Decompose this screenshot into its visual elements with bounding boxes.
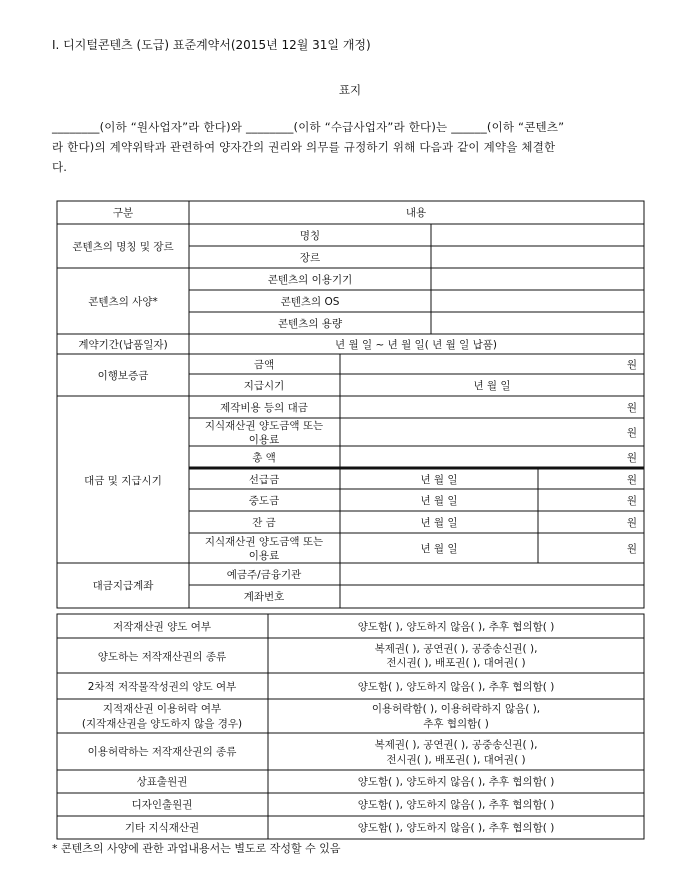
document-title: Ⅰ. 디지털콘텐츠 (도급) 표준계약서(2015년 12월 31일 개정) [52,38,371,52]
account-holder-label: 예금주/금융기관 [226,569,302,581]
spec-label: 콘텐츠의 사양* [88,296,158,308]
bond-pay-time-label: 지급시기 [243,380,285,392]
ip-installment-label-a: 지식재산권 양도금액 또는 [204,536,324,548]
os-label: 콘텐츠의 OS [280,296,340,308]
rights-row-2-value2: 전시권( ), 배포권( ), 대여권( ) [386,657,526,669]
rights-row-7-label: 디자인출원권 [131,799,193,811]
rights-row-5-label: 이용허락하는 저작재산권의 종류 [87,746,237,758]
device-label: 콘텐츠의 이용기기 [267,274,353,286]
rights-row-2-label: 양도하는 저작재산권의 종류 [97,651,227,663]
advance-date: 년 월 일 [420,474,458,486]
rights-table-text [82,620,554,834]
footnote: * 콘텐츠의 사양에 관한 과업내용서는 별도로 작성할 수 있음 [52,842,341,855]
intro-line-3: 다. [52,160,68,174]
period-value: 년 월 일 ~ 년 월 일( 년 월 일 납품) [335,339,497,351]
ip-fee-label-b: 이용료 [248,434,280,446]
bond-label: 이행보증금 [97,370,149,382]
cover-label: 표지 [338,83,362,97]
rights-row-3-label: 2차적 저작물작성권의 양도 여부 [87,681,237,693]
period-label: 계약기간(납품일자) [78,339,168,351]
balance-label: 잔 금 [252,517,276,529]
rights-row-4-value2: 추후 협의함( ) [423,718,489,730]
name-genre-label: 콘텐츠의 명칭 및 장르 [72,241,174,253]
balance-unit: 원 [626,517,638,529]
ip-fee-unit: 원 [626,427,638,439]
summary-table [57,201,644,608]
rights-row-3-value: 양도함( ), 양도하지 않음( ), 추후 협의함( ) [357,681,555,693]
total-cost-unit: 원 [626,402,638,414]
ip-installment-date: 년 월 일 [420,543,458,555]
ip-fee-label-a: 지식재산권 양도금액 또는 [204,420,324,432]
rights-row-8-label: 기타 지식재산권 [124,822,200,834]
name-label: 명칭 [299,230,321,242]
interim-unit: 원 [626,495,638,507]
total-amount-unit: 원 [626,452,638,464]
rights-row-4-label2: (지작재산권을 양도하지 않을 경우) [81,718,243,730]
account-label: 대금지급계좌 [92,580,154,592]
total-cost-label: 제작비용 등의 대금 [220,402,308,414]
rights-row-4-value: 이용허락함( ), 이용허락하지 않음( ), [371,703,541,715]
bond-date: 년 월 일 [473,380,511,392]
rights-row-1-value: 양도함( ), 양도하지 않음( ), 추후 협의함( ) [357,621,555,633]
balance-date: 년 월 일 [420,517,458,529]
interim-label: 중도금 [248,495,280,507]
summary-table-text [72,206,637,603]
bond-unit: 원 [626,359,638,371]
rights-row-1-label: 저작재산권 양도 여부 [113,621,211,633]
rights-row-5-value: 복제권( ), 공연권( ), 공중송신권( ), [374,739,538,751]
rights-row-5-value2: 전시권( ), 배포권( ), 대여권( ) [386,754,526,766]
genre-label: 장르 [299,252,321,264]
rights-row-4-label: 지적재산권 이용허락 여부 [102,703,222,715]
rights-row-6-label: 상표출원권 [136,776,188,788]
rights-row-8-value: 양도함( ), 양도하지 않음( ), 추후 협의함( ) [357,822,555,834]
capacity-label: 콘텐츠의 용량 [277,318,343,330]
rights-row-6-value: 양도함( ), 양도하지 않음( ), 추후 협의함( ) [357,776,555,788]
interim-date: 년 월 일 [420,495,458,507]
header-category: 구분 [112,207,134,219]
account-number-label: 계좌번호 [243,591,285,603]
advance-unit: 원 [626,474,638,486]
intro-line-1: ________(이하 “원사업자”라 한다)와 ________(이하 “수급사업자”라 한다)는 ______(이하 “콘텐츠” [52,120,565,134]
bond-amount-label: 금액 [253,359,275,371]
ip-installment-label-b: 이용료 [248,550,280,562]
total-amount-label: 총 액 [252,452,276,464]
ip-installment-unit: 원 [626,543,638,555]
rights-row-7-value: 양도함( ), 양도하지 않음( ), 추후 협의함( ) [357,799,555,811]
header-content: 내용 [405,207,427,219]
advance-label: 선급금 [248,474,280,486]
payment-label: 대금 및 지급시기 [84,475,162,487]
rights-row-2-value: 복제권( ), 공연권( ), 공중송신권( ), [374,643,538,655]
intro-line-2: 라 한다)의 계약위탁과 관련하여 양자간의 권리와 의무를 규정하기 위해 다음과 같이 계약을 체결한 [52,140,556,154]
